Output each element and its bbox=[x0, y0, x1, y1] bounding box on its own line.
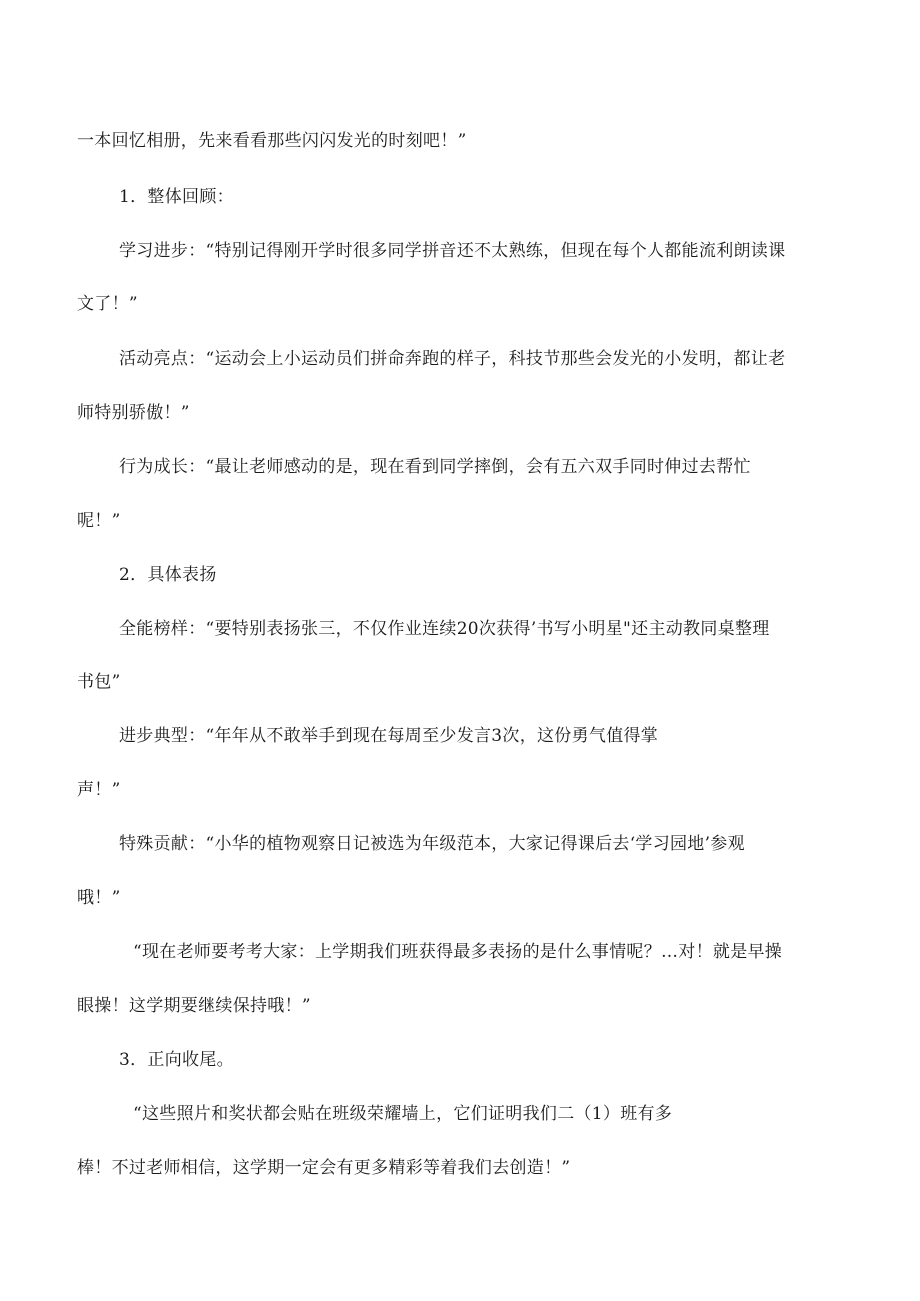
text-line-behavior-growth: 行为成长：“最让老师感动的是，现在看到同学摔倒，会有五六双手同时伸过去帮忙 bbox=[119, 457, 751, 477]
text-line-all-round-model: 全能榜样：“要特别表扬张三，不仅作业连续20次获得’书写小明星"还主动教同桌整理 bbox=[119, 619, 770, 639]
text-line-activity-highlight-cont: 师特别骄傲！” bbox=[77, 403, 190, 423]
text-line-study-progress-cont: 文了！” bbox=[77, 294, 138, 314]
section-heading-closing: 3．正向收尾。 bbox=[119, 1050, 234, 1070]
text-line-closing-cont: 棒！不过老师相信，这学期一定会有更多精彩等着我们去创造！” bbox=[77, 1158, 571, 1178]
text-line-study-progress: 学习进步：“特别记得刚开学时很多同学拼音还不太熟练，但现在每个人都能流利朗读课 bbox=[119, 241, 786, 261]
text-line-progress-example-cont: 声！” bbox=[77, 780, 121, 800]
text-line-special-contribution-cont: 哦！” bbox=[77, 888, 121, 908]
text-line-1: 一本回忆相册，先来看看那些闪闪发光的时刻吧！” bbox=[77, 131, 467, 151]
text-line-quiz: “现在老师要考考大家：上学期我们班获得最多表扬的是什么事情呢？…对！就是早操 bbox=[133, 942, 783, 962]
text-line-closing: “这些照片和奖状都会贴在班级荣耀墙上，它们证明我们二（1）班有多 bbox=[133, 1104, 673, 1124]
text-line-progress-example: 进步典型：“年年从不敢举手到现在每周至少发言3次，这份勇气值得掌 bbox=[119, 726, 659, 746]
section-heading-praise: 2．具体表扬 bbox=[119, 565, 217, 585]
text-line-quiz-cont: 眼操！这学期要继续保持哦！” bbox=[77, 996, 311, 1016]
section-heading-overview: 1．整体回顾： bbox=[119, 187, 234, 207]
text-line-activity-highlight: 活动亮点：“运动会上小运动员们拼命奔跑的样子，科技节那些会发光的小发明，都让老 bbox=[119, 349, 786, 369]
text-line-all-round-model-cont: 书包” bbox=[77, 672, 121, 692]
text-line-special-contribution: 特殊贡献：“小华的植物观察日记被选为年级范本，大家记得课后去‘学习园地’参观 bbox=[119, 834, 745, 854]
text-line-behavior-growth-cont: 呢！” bbox=[77, 511, 121, 531]
